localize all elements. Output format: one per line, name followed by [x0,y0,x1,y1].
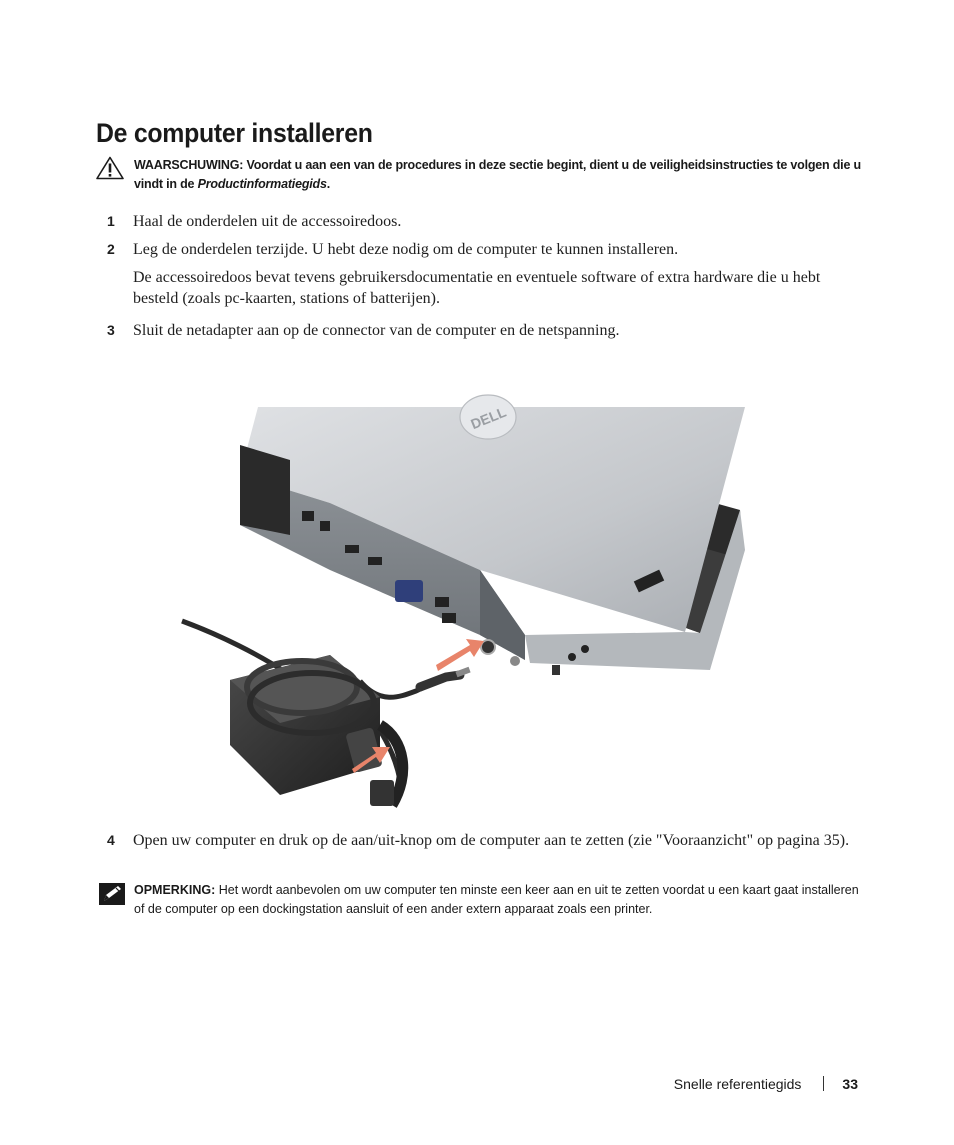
step-text: Open uw computer en druk op de aan/uit-knop om de computer aan te zetten (zie "Vooraanzicht" op pagina 35). [133,832,850,849]
step-number: 3 [107,322,115,338]
step-2-paragraph: De accessoiredoos bevat tevens gebruikersdocumentatie en eventuele software of extra hardware die u hebt besteld (zoals pc-kaarten, stations of batterijen). [133,269,821,307]
note-text [134,881,866,919]
warning-body: Voordat u aan een van de procedures in deze sectie begint, dient u de veiligheidsinstructies te volgen die u vindt in de [134,158,861,191]
step-text: Leg de onderdelen terzijde. U hebt deze nodig om de computer te kunnen installeren. [133,241,679,258]
page-title: De computer installeren [96,118,373,148]
step-text: Haal de onderdelen uit de accessoiredoos. [133,213,402,230]
warning-label: WAARSCHUWING: [134,158,244,172]
note-label: OPMERKING: [134,883,216,897]
step-3 [107,320,852,341]
step-number: 4 [107,832,115,848]
step-number: 2 [107,241,115,257]
step-4 [107,830,852,851]
step-2 [107,239,852,260]
warning-triangle-icon [96,156,124,185]
guide-name: Snelle referentiegids [673,1076,802,1092]
step-number: 1 [107,213,115,229]
note-callout [96,881,866,919]
warning-callout [96,156,866,194]
laptop-adapter-illustration [180,385,755,815]
dc-plug [420,675,460,687]
step-1 [107,211,852,232]
step-text: Sluit de netadapter aan op de connector van de computer en de netspanning. [133,322,620,339]
logo-text: DELL [468,403,509,433]
note-pencil-icon [99,883,125,910]
arrow-to-laptop-icon [436,639,484,671]
note-body: Het wordt aanbevolen om uw computer ten minste een keer aan en uit te zetten voordat u een kaart gaat installeren of de computer op een dockingstation aansluit of een ander extern apparaat zoals een printer. [134,883,859,916]
warning-text [134,156,866,194]
warning-end: . [326,177,331,191]
ac-adapter [230,655,403,806]
page-number: 33 [842,1076,858,1092]
footer-separator [823,1076,824,1091]
warning-reference: Productinformatiegids [197,177,327,191]
dell-logo [460,395,516,439]
page-footer [674,1076,858,1092]
